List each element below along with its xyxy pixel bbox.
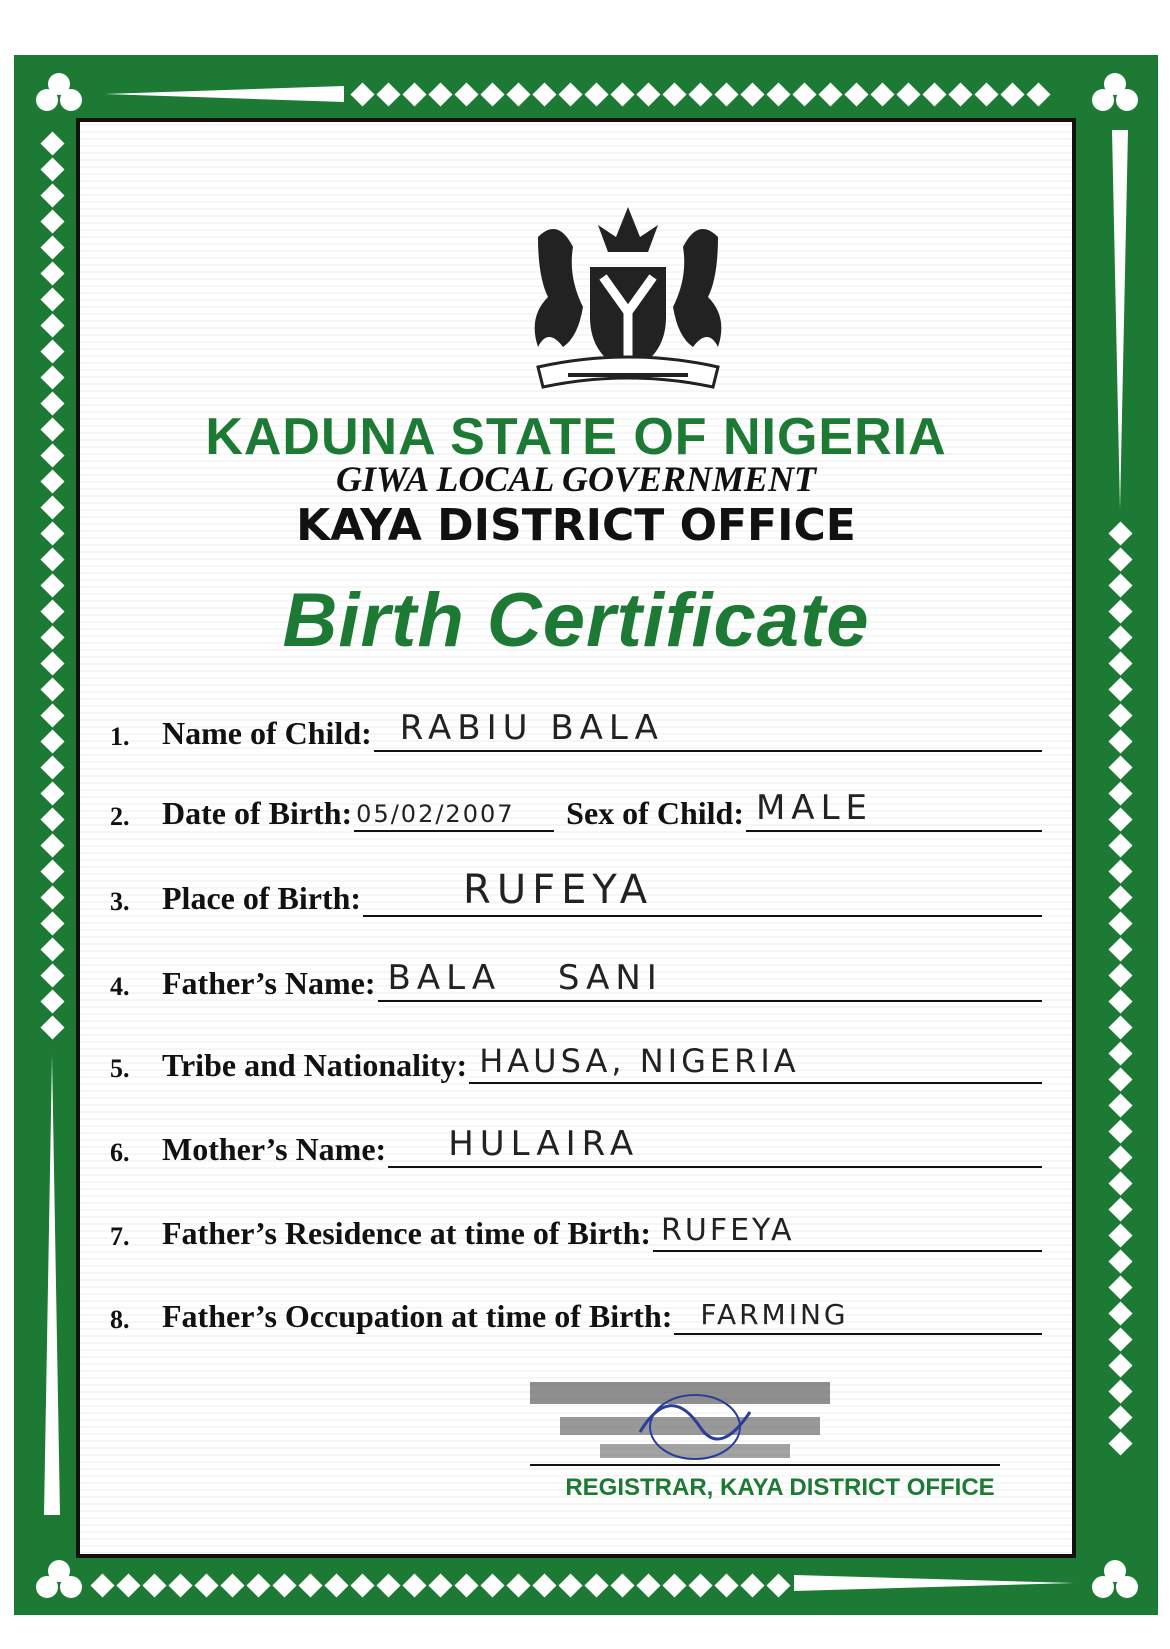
border-diamond [1108, 547, 1132, 571]
diamond-strip-bottom [94, 1571, 787, 1599]
border-diamond [40, 547, 64, 571]
border-diamond [402, 82, 426, 106]
border-diamond [1108, 963, 1132, 987]
field-date-and-sex [110, 782, 1042, 832]
border-diamond [376, 1573, 400, 1597]
border-diamond [40, 651, 64, 675]
border-diamond [298, 1573, 322, 1597]
border-diamond [40, 885, 64, 909]
border-diamond [1108, 859, 1132, 883]
border-diamond [1108, 729, 1132, 753]
border-diamond [90, 1573, 114, 1597]
border-diamond [40, 521, 64, 545]
border-diamond [948, 82, 972, 106]
field-line [354, 784, 554, 832]
border-diamond [350, 1573, 374, 1597]
border-diamond [1108, 651, 1132, 675]
border-diamond [40, 729, 64, 753]
border-diamond [506, 82, 530, 106]
border-diamond [40, 599, 64, 623]
lga-heading: GIWA LOCAL GOVERNMENT [335, 459, 817, 499]
border-diamond [740, 82, 764, 106]
field-label: Father’s Residence at time of Birth: [162, 1215, 652, 1251]
border-diamond [40, 391, 64, 415]
border-diamond [688, 1573, 712, 1597]
border-diamond [896, 82, 920, 106]
official-stamp [520, 1372, 840, 1472]
signature-line [530, 1464, 1000, 1466]
border-diamond [1108, 1067, 1132, 1091]
state-heading: KADUNA STATE OF NIGERIA [205, 408, 947, 466]
handwritten-value: HAUSA, NIGERIA [479, 1042, 800, 1080]
border-diamond [1108, 1197, 1132, 1221]
field-line [388, 1120, 1042, 1168]
border-diamond [40, 235, 64, 259]
border-diamond [1108, 885, 1132, 909]
border-diamond [1108, 1223, 1132, 1247]
field-number: 5. [110, 1054, 130, 1083]
field-mothers-name [110, 1118, 1042, 1168]
border-diamond [1108, 1353, 1132, 1377]
field-line [746, 784, 1042, 832]
field-line [469, 1036, 1042, 1084]
border-diamond [922, 82, 946, 106]
field-number: 6. [110, 1138, 130, 1167]
border-diamond [740, 1573, 764, 1597]
border-diamond [662, 82, 686, 106]
border-spike-right [1112, 130, 1128, 510]
border-diamond [246, 1573, 270, 1597]
border-spike-top [104, 86, 344, 102]
field-label: Name of Child: [162, 715, 372, 751]
border-diamond [1108, 521, 1132, 545]
border-diamond [40, 937, 64, 961]
border-diamond [40, 443, 64, 467]
border-diamond [558, 1573, 582, 1597]
field-number: 1. [110, 722, 130, 751]
border-diamond [40, 313, 64, 337]
border-diamond [40, 365, 64, 389]
border-diamond [1108, 781, 1132, 805]
border-diamond [1108, 1275, 1132, 1299]
border-diamond [818, 82, 842, 106]
border-diamond [40, 261, 64, 285]
border-diamond [376, 82, 400, 106]
coat-of-arms-emblem [508, 197, 748, 397]
field-line [363, 869, 1042, 917]
border-diamond [636, 82, 660, 106]
border-diamond [40, 183, 64, 207]
border-diamond [40, 625, 64, 649]
handwritten-value: 05/02/2007 [356, 800, 515, 828]
handwritten-value: BALA SANI [387, 958, 663, 998]
border-spike-bottom [794, 1575, 1074, 1591]
field-tribe-nationality [110, 1034, 1042, 1084]
field-number: 7. [110, 1222, 130, 1251]
border-diamond [870, 82, 894, 106]
border-diamond [1108, 989, 1132, 1013]
border-diamond [40, 1015, 64, 1039]
border-diamond [220, 1573, 244, 1597]
border-diamond [532, 82, 556, 106]
border-diamond [40, 989, 64, 1013]
handwritten-value: HULAIRA [448, 1124, 640, 1164]
handwritten-value: RUFEYA [463, 867, 654, 913]
field-line [674, 1287, 1042, 1335]
border-diamond [1108, 911, 1132, 935]
border-diamond [40, 157, 64, 181]
border-diamond [40, 781, 64, 805]
border-diamond [480, 1573, 504, 1597]
border-diamond [584, 1573, 608, 1597]
registrar-caption: REGISTRAR, KAYA DISTRICT OFFICE [565, 1474, 995, 1501]
border-diamond [1108, 625, 1132, 649]
border-diamond [792, 82, 816, 106]
border-diamond [1108, 1249, 1132, 1273]
border-diamond [40, 963, 64, 987]
district-heading: KAYA DISTRICT OFFICE [296, 500, 856, 551]
handwritten-value: RUFEYA [661, 1213, 795, 1248]
field-number: 2. [110, 802, 130, 831]
border-diamond [1108, 1015, 1132, 1039]
border-diamond [714, 1573, 738, 1597]
border-diamond [40, 287, 64, 311]
border-diamond [1108, 1171, 1132, 1195]
border-diamond [40, 755, 64, 779]
border-diamond [40, 859, 64, 883]
border-diamond [766, 1573, 790, 1597]
border-diamond [40, 833, 64, 857]
certificate-border [14, 55, 1158, 1615]
field-number: 8. [110, 1305, 130, 1334]
certificate-body [76, 118, 1076, 1558]
border-diamond [350, 82, 374, 106]
border-diamond [558, 82, 582, 106]
handwritten-value: MALE [755, 788, 873, 828]
field-number: 4. [110, 972, 130, 1001]
border-diamond [1108, 1379, 1132, 1403]
border-diamond [1108, 677, 1132, 701]
border-diamond [1108, 1431, 1132, 1455]
border-diamond [428, 82, 452, 106]
border-diamond [40, 495, 64, 519]
corner-ornament-top-left [36, 73, 82, 119]
border-diamond [1108, 1405, 1132, 1429]
border-diamond [1108, 807, 1132, 831]
field-fathers-occupation [110, 1285, 1042, 1335]
border-diamond [662, 1573, 686, 1597]
border-diamond [636, 1573, 660, 1597]
field-fathers-name [110, 952, 1042, 1002]
border-diamond [272, 1573, 296, 1597]
border-diamond [974, 82, 998, 106]
field-name-of-child [110, 702, 1042, 752]
border-diamond [40, 417, 64, 441]
field-line [378, 954, 1042, 1002]
border-diamond [428, 1573, 452, 1597]
border-diamond [1108, 1093, 1132, 1117]
border-diamond [40, 573, 64, 597]
border-diamond [610, 1573, 634, 1597]
border-diamond [1108, 1145, 1132, 1169]
border-diamond [40, 131, 64, 155]
border-diamond [40, 703, 64, 727]
border-diamond [402, 1573, 426, 1597]
border-diamond [480, 82, 504, 106]
certificate-title: Birth Certificate [282, 578, 870, 663]
border-diamond [1108, 937, 1132, 961]
field-place-of-birth [110, 867, 1042, 917]
border-diamond [454, 1573, 478, 1597]
border-diamond [116, 1573, 140, 1597]
border-diamond [1108, 1041, 1132, 1065]
border-diamond [1000, 82, 1024, 106]
border-diamond [1108, 833, 1132, 857]
border-diamond [1108, 755, 1132, 779]
border-diamond [1108, 599, 1132, 623]
field-label: Mother’s Name: [162, 1131, 387, 1167]
border-diamond [40, 339, 64, 363]
border-diamond [40, 677, 64, 701]
border-diamond [142, 1573, 166, 1597]
border-diamond [40, 209, 64, 233]
border-diamond [40, 469, 64, 493]
border-spike-left [44, 1055, 60, 1515]
border-diamond [40, 807, 64, 831]
handwritten-value: FARMING [700, 1298, 849, 1331]
border-diamond [714, 82, 738, 106]
diamond-strip-top [354, 80, 1047, 108]
diamond-strip-right [1106, 525, 1134, 1452]
diamond-strip-left [38, 135, 66, 1036]
border-diamond [766, 82, 790, 106]
border-diamond [610, 82, 634, 106]
corner-ornament-bottom-left [36, 1560, 82, 1606]
border-diamond [584, 82, 608, 106]
field-line [374, 704, 1042, 752]
border-diamond [1108, 1327, 1132, 1351]
field-label: Date of Birth: [162, 795, 353, 831]
border-diamond [1108, 1119, 1132, 1143]
corner-ornament-bottom-right [1092, 1560, 1138, 1606]
field-label: Place of Birth: [162, 880, 362, 916]
field-label: Tribe and Nationality: [162, 1047, 468, 1083]
handwritten-value: RABIU BALA [399, 708, 664, 748]
corner-ornament-top-right [1092, 73, 1138, 119]
field-label: Father’s Occupation at time of Birth: [162, 1298, 673, 1334]
border-diamond [1026, 82, 1050, 106]
field-number: 3. [110, 887, 130, 916]
border-diamond [194, 1573, 218, 1597]
border-diamond [40, 911, 64, 935]
border-diamond [506, 1573, 530, 1597]
border-diamond [1108, 573, 1132, 597]
field-fathers-residence [110, 1202, 1042, 1252]
border-diamond [1108, 1301, 1132, 1325]
field-label-secondary: Sex of Child: [566, 795, 744, 831]
border-diamond [844, 82, 868, 106]
border-diamond [324, 1573, 348, 1597]
border-diamond [688, 82, 712, 106]
border-diamond [454, 82, 478, 106]
border-diamond [168, 1573, 192, 1597]
border-diamond [532, 1573, 556, 1597]
field-label: Father’s Name: [162, 965, 376, 1001]
field-line [653, 1204, 1042, 1252]
border-diamond [1108, 703, 1132, 727]
